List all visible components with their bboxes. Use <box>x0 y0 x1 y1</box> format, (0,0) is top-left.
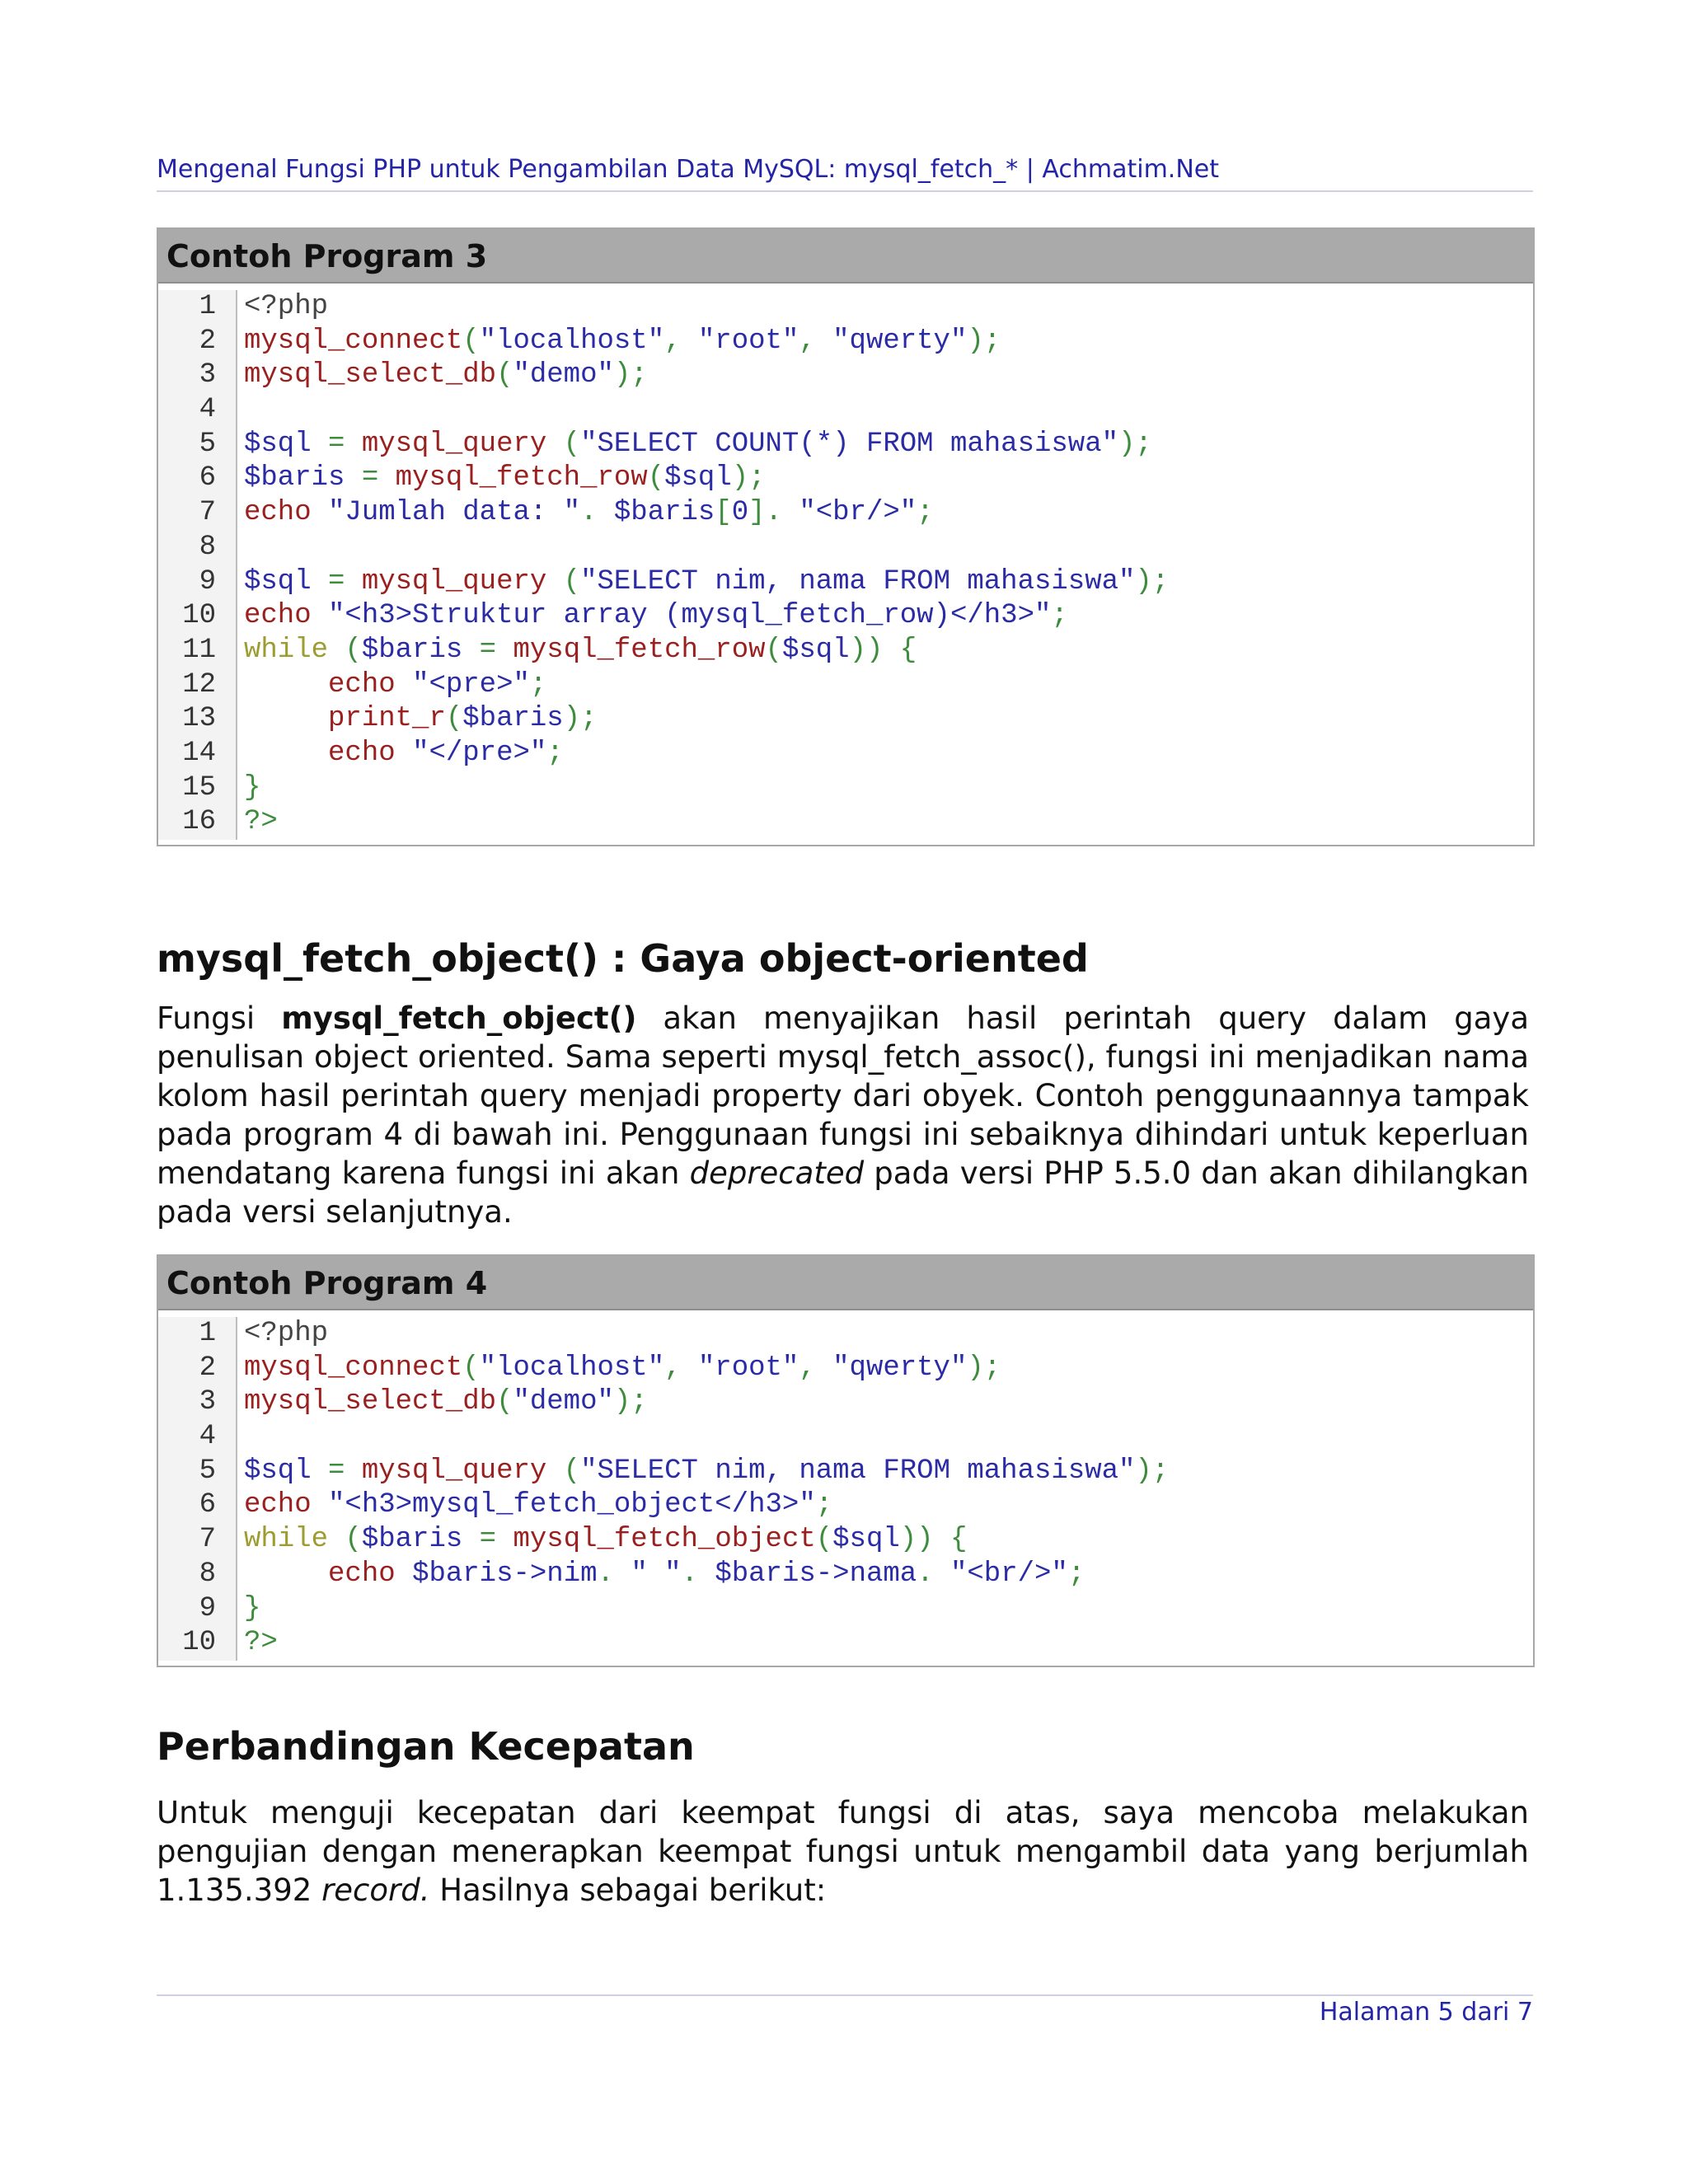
code-line <box>244 393 1533 428</box>
code-line <box>244 1626 1533 1661</box>
code-token: "<pre>" <box>412 668 530 701</box>
code-line <box>244 599 1533 634</box>
code-token: echo <box>244 1489 312 1521</box>
code-token: mysql_connect <box>244 1352 463 1384</box>
code-token <box>244 1558 328 1590</box>
code-lines <box>237 1317 1533 1661</box>
code-token: mysql_select_db <box>244 1386 497 1418</box>
code-token: "demo" <box>513 359 614 391</box>
code-token <box>244 669 328 701</box>
code-token: $baris->nama <box>715 1558 917 1590</box>
code-line <box>244 1523 1533 1558</box>
code-line <box>244 1317 1533 1352</box>
line-number: 9 <box>199 565 216 598</box>
code-line <box>244 325 1533 359</box>
code-token: "<h3>Struktur array (mysql_fetch_row)</h3>" <box>328 600 1052 632</box>
code-token: . <box>681 1558 715 1590</box>
code-line <box>244 565 1533 600</box>
page-number: Halaman 5 dari 7 <box>1319 1998 1533 2027</box>
code-token: = <box>345 462 396 494</box>
section-heading-fetch-object: mysql_fetch_object() : Gaya object-oriented <box>157 936 1089 981</box>
code-token: ( <box>328 1524 362 1556</box>
code-token: "root" <box>697 1352 799 1384</box>
code-token: while <box>244 634 329 666</box>
code-token: = <box>462 634 513 666</box>
code-token: ( <box>546 428 581 460</box>
code-token: <?php <box>244 291 329 322</box>
para-text: akan menyajikan hasil perintah query dalam gaya penulisan object oriented. Sama seperti mysql_fetch_assoc(), fungsi ini menjadikan nama kolom hasil perintah query menjadi property dari obyek. Contoh penggunaannya tampak pada program 4 di bawah ini. Penggunaan fungsi ini sebaiknya dihindari untuk keperluan mendatang karena fungsi ini akan <box>157 1001 1529 1191</box>
code-token: )) { <box>899 1524 968 1556</box>
code-token: ; <box>1051 600 1068 632</box>
line-number: 3 <box>199 359 216 391</box>
line-number: 1 <box>199 1318 216 1349</box>
code-token: ); <box>967 1352 1001 1384</box>
code-token: ; <box>529 668 547 701</box>
running-header: Mengenal Fungsi PHP untuk Pengambilan Data MySQL: mysql_fetch_* | Achmatim.Net <box>157 155 1533 192</box>
code-line <box>244 1488 1533 1523</box>
code-token: echo <box>328 668 396 701</box>
code-block-program-3 <box>157 227 1535 846</box>
line-number: 3 <box>199 1386 216 1418</box>
code-token: echo <box>244 600 312 632</box>
para-text: Hasilnya sebagai berikut: <box>429 1872 827 1908</box>
line-number: 5 <box>199 428 216 460</box>
paragraph-fetch-object <box>157 999 1529 1231</box>
code-token: $sql <box>664 462 732 494</box>
code-token: ( <box>496 1386 513 1418</box>
code-token: $baris->nim <box>412 1558 598 1590</box>
code-token: mysql_fetch_row <box>513 634 766 666</box>
line-number: 2 <box>199 1352 216 1384</box>
code-token <box>312 600 328 631</box>
code-token: . <box>917 1558 950 1590</box>
code-token: ( <box>462 1352 480 1384</box>
code-token: <?php <box>244 1318 329 1349</box>
code-token: mysql_query <box>361 565 547 598</box>
code-token <box>396 738 412 769</box>
code-token: 0 <box>731 497 749 529</box>
para-bold-text: mysql_fetch_object() <box>281 1001 637 1036</box>
code-token: ( <box>765 634 782 666</box>
code-token: mysql_fetch_row <box>395 462 648 494</box>
code-token: , <box>664 1352 698 1384</box>
line-number: 13 <box>182 703 216 735</box>
line-number: 14 <box>182 737 216 769</box>
code-token: ; <box>917 497 934 529</box>
line-number: 15 <box>182 771 216 804</box>
code-token: ( <box>496 359 513 391</box>
code-token: ( <box>546 1455 581 1487</box>
code-token: ); <box>731 462 766 494</box>
code-token: , <box>799 1352 833 1384</box>
code-token: "<br/>" <box>950 1558 1068 1590</box>
code-token: ); <box>1118 428 1152 460</box>
code-line <box>244 531 1533 565</box>
line-number: 9 <box>199 1592 216 1624</box>
code-token: } <box>244 1592 261 1624</box>
line-number-gutter <box>158 1317 237 1661</box>
code-line <box>244 702 1533 737</box>
code-token: ( <box>328 634 362 666</box>
code-line <box>244 1455 1533 1489</box>
code-line <box>244 1420 1533 1455</box>
code-token: mysql_fetch_object <box>513 1524 816 1556</box>
code-token: = <box>311 1455 362 1487</box>
code-token: ?> <box>244 806 278 838</box>
code-token: "root" <box>697 325 799 357</box>
code-token: mysql_query <box>361 1455 547 1487</box>
code-token: echo <box>328 737 396 769</box>
code-line <box>244 428 1533 462</box>
code-token: . <box>580 497 614 529</box>
code-token: = <box>311 565 362 598</box>
line-number: 8 <box>199 1558 216 1590</box>
code-token: ); <box>613 359 648 391</box>
code-token <box>244 738 328 769</box>
code-block-title: Contoh Program 3 <box>158 229 1533 284</box>
line-number: 6 <box>199 462 216 494</box>
code-token: ); <box>563 703 598 735</box>
code-token: = <box>462 1524 513 1556</box>
line-number: 10 <box>182 600 216 632</box>
code-token: ); <box>1135 565 1170 598</box>
code-token <box>396 669 412 701</box>
code-line <box>244 1385 1533 1420</box>
para-text: Fungsi <box>157 1001 282 1036</box>
line-number: 7 <box>199 497 216 529</box>
code-token <box>244 703 328 734</box>
code-token: $sql <box>244 1455 312 1487</box>
code-token: ( <box>647 462 665 494</box>
code-token: ; <box>546 737 564 769</box>
code-token: print_r <box>328 703 446 735</box>
line-number: 4 <box>199 1421 216 1453</box>
line-number: 12 <box>182 668 216 701</box>
code-token: ]. <box>748 497 799 529</box>
para-text: Untuk menguji kecepatan dari keempat fungsi di atas, saya mencoba melakukan pengujian dengan menerapkan keempat fungsi untuk mengambil data yang berjumlah 1.135.392 <box>157 1795 1529 1908</box>
code-line <box>244 1592 1533 1627</box>
code-token <box>312 497 328 528</box>
code-token: echo <box>328 1558 396 1590</box>
code-token: mysql_query <box>361 428 547 460</box>
code-token: $sql <box>244 428 312 460</box>
code-token: = <box>311 428 362 460</box>
code-token: ); <box>613 1386 648 1418</box>
code-token: ( <box>462 325 480 357</box>
code-block-title: Contoh Program 4 <box>158 1256 1533 1310</box>
line-number: 16 <box>182 806 216 838</box>
line-number: 2 <box>199 325 216 357</box>
code-token: $sql <box>832 1524 900 1556</box>
line-number: 8 <box>199 531 216 563</box>
code-line <box>244 1352 1533 1386</box>
code-token: "</pre>" <box>412 737 547 769</box>
code-line <box>244 290 1533 325</box>
code-token: } <box>244 771 261 804</box>
para-italic-text: deprecated <box>689 1155 865 1191</box>
line-number: 7 <box>199 1524 216 1556</box>
code-line <box>244 359 1533 393</box>
code-token: "qwerty" <box>832 325 968 357</box>
code-token: ( <box>445 703 463 735</box>
code-token: "<h3>mysql_fetch_object</h3>" <box>328 1489 816 1521</box>
code-token: ( <box>815 1524 833 1556</box>
code-token: "<br/>" <box>799 497 917 529</box>
code-line <box>244 668 1533 703</box>
code-block-program-4 <box>157 1254 1535 1667</box>
code-token: ?> <box>244 1627 278 1659</box>
code-token: . <box>597 1558 631 1590</box>
code-line <box>244 1558 1533 1592</box>
code-token: mysql_connect <box>244 325 463 357</box>
code-lines <box>237 290 1533 840</box>
section-heading-speed-comparison: Perbandingan Kecepatan <box>157 1724 695 1769</box>
code-token: $baris <box>361 634 463 666</box>
code-line <box>244 496 1533 531</box>
paragraph-speed-comparison <box>157 1793 1529 1910</box>
line-number: 10 <box>182 1627 216 1659</box>
code-line <box>244 805 1533 840</box>
code-token: $baris <box>462 703 564 735</box>
line-number: 4 <box>199 394 216 426</box>
para-text: pada versi PHP 5.5.0 dan akan dihilangkan pada versi selanjutnya. <box>157 1155 1529 1230</box>
code-token: "SELECT COUNT(*) FROM mahasiswa" <box>580 428 1118 460</box>
para-italic-text: record. <box>321 1872 430 1908</box>
code-token <box>312 1489 328 1521</box>
code-token <box>396 1558 412 1590</box>
code-token: $baris <box>613 497 715 529</box>
line-number-gutter <box>158 290 237 840</box>
line-number: 5 <box>199 1455 216 1487</box>
code-token: ; <box>1067 1558 1085 1590</box>
code-token: ; <box>815 1489 833 1521</box>
code-token: echo <box>244 497 312 529</box>
code-token: "SELECT nim, nama FROM mahasiswa" <box>580 1455 1136 1487</box>
code-token: "localhost" <box>479 325 665 357</box>
code-token: "SELECT nim, nama FROM mahasiswa" <box>580 565 1136 598</box>
code-token: )) { <box>849 634 917 666</box>
code-token: [ <box>715 497 732 529</box>
code-token: "Jumlah data: " <box>328 497 581 529</box>
code-token: ( <box>546 565 581 598</box>
line-number: 1 <box>199 291 216 322</box>
code-token: , <box>799 325 833 357</box>
code-line <box>244 634 1533 668</box>
footer-divider <box>157 1994 1533 1996</box>
line-number: 11 <box>182 634 216 666</box>
code-token: $sql <box>244 565 312 598</box>
code-token: $sql <box>781 634 850 666</box>
code-token: " " <box>631 1558 682 1590</box>
code-token: $baris <box>361 1524 463 1556</box>
code-line <box>244 737 1533 771</box>
code-token: "qwerty" <box>832 1352 968 1384</box>
code-token: mysql_select_db <box>244 359 497 391</box>
code-line <box>244 462 1533 496</box>
code-line <box>244 771 1533 806</box>
code-token: "demo" <box>513 1386 614 1418</box>
code-token: , <box>664 325 698 357</box>
code-token: "localhost" <box>479 1352 665 1384</box>
line-number: 6 <box>199 1489 216 1521</box>
code-token: ); <box>1135 1455 1170 1487</box>
code-token: ); <box>967 325 1001 357</box>
code-token: while <box>244 1524 329 1556</box>
code-token: $baris <box>244 462 345 494</box>
